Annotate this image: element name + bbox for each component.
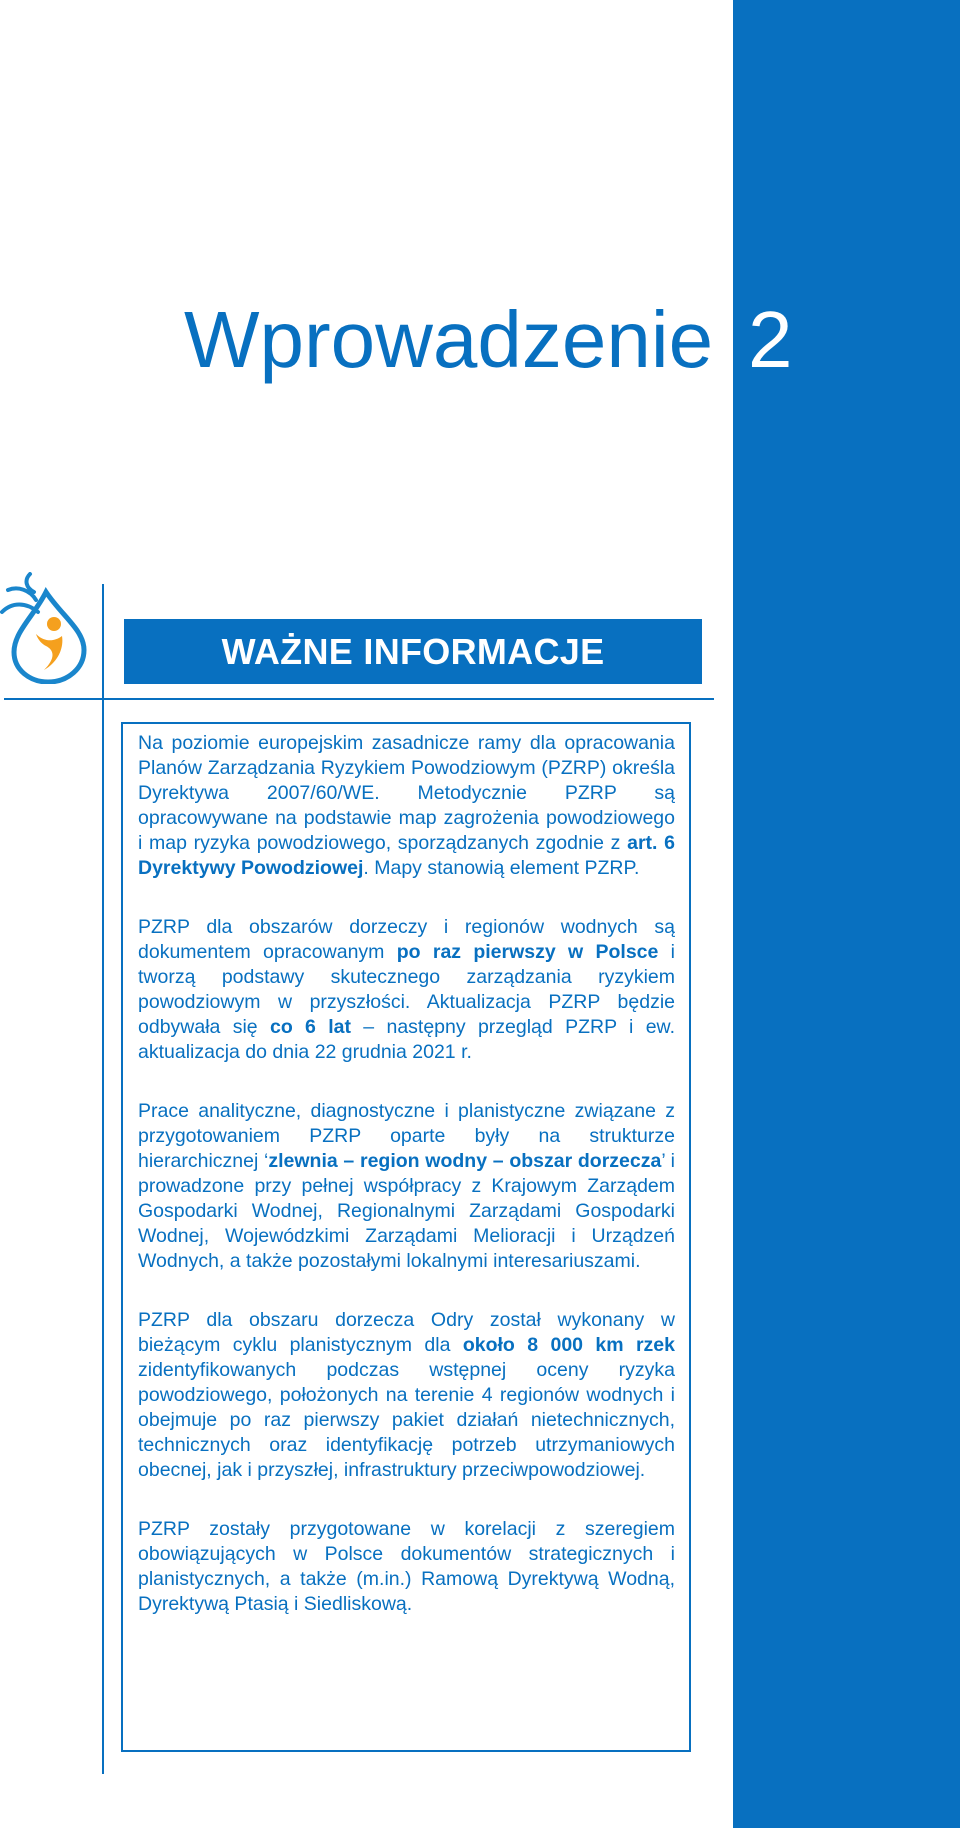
chapter-number: 2 bbox=[748, 295, 793, 384]
info-paragraph: PZRP dla obszaru dorzecza Odry został wykonany w bieżącym cyklu planistycznym dla około 8 000 km rzek zidentyfikowanych podczas wstępnej oceny ryzyka powodziowego, położonych na terenie 4 regionów wodnych i obejmuje po raz pierwszy pakiet działań nietechnicznych, technicznych oraz identyfikację potrzeb utrzymaniowych obecnej, jak i przyszłej, infrastruktury przeciwpowodziowej. bbox=[138, 1309, 676, 1481]
chapter-sidebar-band bbox=[733, 0, 960, 1828]
info-paragraph: PZRP zostały przygotowane w korelacji z szeregiem obowiązujących w Polsce dokumentów strategicznych i planistycznych, a także (m.in.) Ramową Dyrektywą Wodną, Dyrektywą Ptasią i Siedliskową. bbox=[138, 1518, 675, 1615]
info-paragraph: PZRP dla obszarów dorzeczy i regionów wodnych są dokumentem opracowanym po raz pierwszy w Polsce i tworzą podstawy skutecznego zarządzania ryzykiem powodziowym w przyszłości. Aktualizacja PZRP będzie odbywała się co 6 lat – następny przegląd PZRP i ew. aktualizacja do dnia 22 grudnia 2021 r. bbox=[138, 916, 676, 1063]
decorative-vertical-rule bbox=[102, 584, 104, 1774]
page-title: Wprowadzenie bbox=[184, 295, 714, 384]
important-info-text bbox=[138, 731, 675, 1651]
water-drop-logo-icon bbox=[0, 572, 92, 684]
info-paragraph: Prace analityczne, diagnostyczne i planistyczne związane z przygotowaniem PZRP oparte były na strukturze hierarchicznej ‘zlewnia – region wodny – obszar dorzecza’ i prowadzone przy pełnej współpracy z Krajowym Zarządem Gospodarki Wodnej, Regionalnymi Zarządami Gospodarki Wodnej, Wojewódzkimi Zarządami Melioracji i Urządzeń Wodnych, a także pozostałymi lokalnymi interesariuszami. bbox=[138, 1100, 676, 1272]
decorative-horizontal-rule bbox=[4, 698, 714, 700]
info-paragraph: Na poziomie europejskim zasadnicze ramy dla opracowania Planów Zarządzania Ryzykiem Powodziowym (PZRP) określa Dyrektywa 2007/60/WE. Metodycznie PZRP są opracowywane na podstawie map zagrożenia powodziowego i map ryzyka powodziowego, sporządzanych zgodnie z art. 6 Dyrektywy Powodziowej. Mapy stanowią element PZRP. bbox=[138, 732, 676, 879]
important-info-heading: WAŻNE INFORMACJE bbox=[221, 630, 605, 672]
important-info-header bbox=[124, 619, 702, 684]
